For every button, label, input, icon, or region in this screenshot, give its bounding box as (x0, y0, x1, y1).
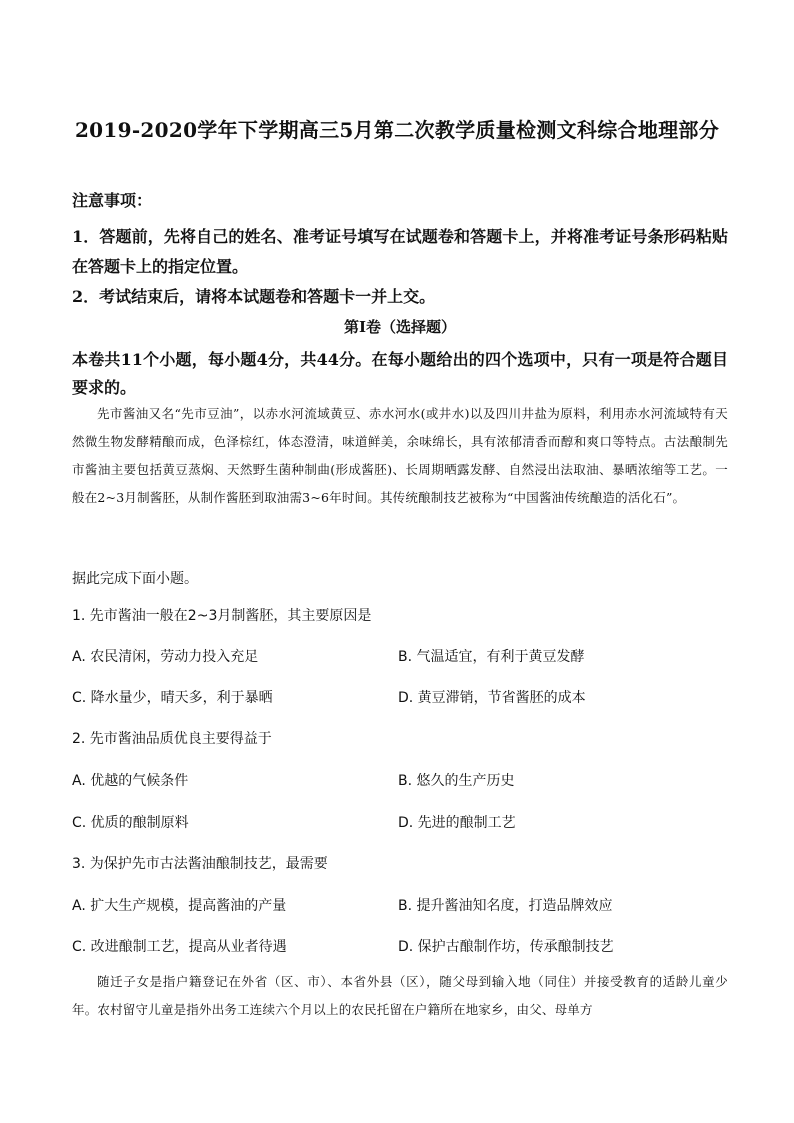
question-1-option-a: A. 农民清闲，劳动力投入充足 (72, 649, 259, 665)
reading-passage-2: 随迁子女是指户籍登记在外省（区、市）、本省外县（区），随父母到输入地（同住）并接受教育的适龄儿童少年。农村留守儿童是指外出务工连续六个月以上的农民托留在户籍所在地家乡，由父、母单方 (72, 974, 728, 1017)
notice-item-1: 1．答题前，先将自己的姓名、准考证号填写在试题卷和答题卡上，并将准考证号条形码粘贴在答题卡上的指定位置。 (72, 227, 728, 276)
section-heading: 第Ⅰ卷（选择题） (343, 318, 457, 336)
question-2-stem: 2. 先市酱油品质优良主要得益于 (72, 731, 272, 747)
question-2-option-b: B. 悠久的生产历史 (398, 773, 515, 789)
section-description: 本卷共11个小题，每小题4分，共44分。在每小题给出的四个选项中，只有一项是符合题目要求的。 (72, 350, 728, 397)
question-1-stem: 1. 先市酱油一般在2~3月制酱胚，其主要原因是 (72, 608, 372, 624)
question-3-option-a: A. 扩大生产规模，提高酱油的产量 (72, 898, 287, 914)
reading-passage-1: 先市酱油又名“先市豆油”，以赤水河流域黄豆、赤水河水(或井水)以及四川井盐为原料，利用赤水河流域特有天然微生物发酵精酿而成，色泽棕红，体态澄清，味道鲜美，余味绵长，具有浓郁清香而醇和爽口等特点。古法酿制先市酱油主要包括黄豆蒸焖、天然野生菌种制曲(形成酱胚)、长周期晒露发酵、自然浸出法取油、暴晒浓缩等工艺。一般在2~3月制酱胚，从制作酱胚到取油需3~6年时间。其传统酿制技艺被称为“中国酱油传统酿造的活化石”。 (72, 406, 728, 505)
document-title: 2019-2020学年下学期高三5月第二次教学质量检测文科综合地理部分 (74, 118, 720, 142)
question-3-stem: 3. 为保护先市古法酱油酿制技艺，最需要 (72, 856, 328, 872)
question-1-option-d: D. 黄豆滞销，节省酱胚的成本 (398, 690, 586, 706)
instruction-text: 据此完成下面小题。 (72, 571, 198, 587)
question-3-option-d: D. 保护古酿制作坊，传承酿制技艺 (398, 939, 614, 955)
question-3-option-c: C. 改进酿制工艺，提高从业者待遇 (72, 939, 287, 955)
question-2-option-c: C. 优质的酿制原料 (72, 815, 189, 831)
notice-heading: 注意事项： (72, 191, 153, 210)
question-3-option-b: B. 提升酱油知名度，打造品牌效应 (398, 898, 613, 914)
question-2-option-d: D. 先进的酿制工艺 (398, 815, 516, 831)
question-1-option-c: C. 降水量少，晴天多，利于暴晒 (72, 690, 273, 706)
question-2-option-a: A. 优越的气候条件 (72, 773, 189, 789)
notice-item-2: 2．考试结束后，请将本试题卷和答题卡一并上交。 (72, 287, 436, 306)
question-1-option-b: B. 气温适宜，有利于黄豆发酵 (398, 649, 585, 665)
